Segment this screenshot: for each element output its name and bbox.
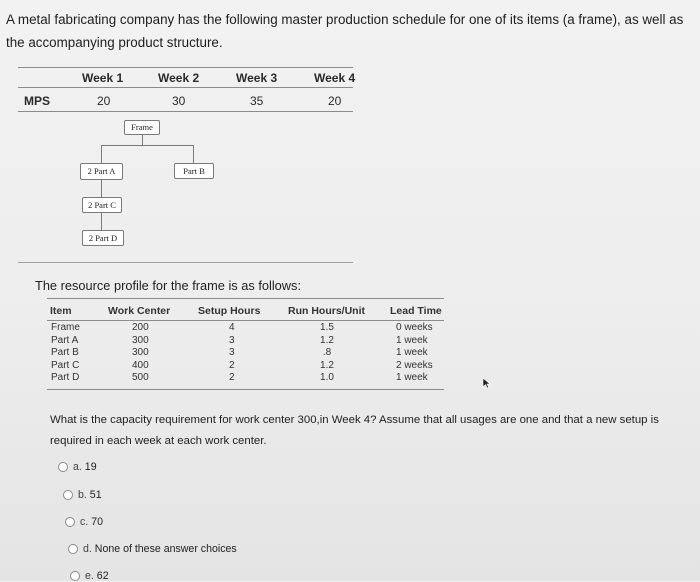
table-cell: .8	[322, 347, 332, 359]
question-text: What is the capacity requirement for work center 300,in Week 4? Assume that all usages are one and that a new setup is required in each week at each work center.	[50, 414, 659, 447]
option-a[interactable]	[58, 461, 97, 473]
option-d-text: None of these answer choices	[94, 543, 237, 555]
option-e-letter: e.	[85, 570, 94, 582]
table-cell: 0 weeks	[396, 322, 433, 333]
table-cell: 200	[132, 322, 149, 333]
option-b[interactable]	[63, 489, 102, 501]
mps-value-week-3: 35	[250, 94, 264, 108]
option-b-text: 51	[89, 489, 102, 501]
radio-button-a[interactable]	[58, 462, 68, 472]
resource-caption: The resource profile for the frame is as follows:	[35, 278, 301, 293]
mps-value-week-4: 20	[328, 94, 342, 108]
resource-column-work-center	[132, 322, 149, 385]
table-cell: Part C	[51, 359, 80, 371]
table-cell: 1 week	[396, 347, 428, 359]
figure-bottom-rule	[18, 262, 353, 263]
mps-week-3-header: Week 3	[236, 71, 278, 85]
tree-connector-root	[142, 135, 143, 145]
table-cell: 1.0	[320, 372, 334, 384]
resource-column-lead-time	[396, 322, 433, 385]
table-cell: 2	[229, 359, 235, 371]
option-d[interactable]	[68, 543, 237, 555]
table-cell: 3	[229, 347, 235, 359]
tree-node-part-c: 2 Part C	[82, 197, 122, 213]
mps-top-rule	[18, 67, 353, 68]
resource-header-item: Item	[50, 305, 72, 317]
resource-header-lead-time: Lead Time	[390, 305, 442, 317]
table-cell: Frame	[51, 322, 80, 333]
resource-header-run-hours: Run Hours/Unit	[288, 305, 365, 317]
option-e-text: 62	[96, 570, 109, 582]
mps-header-rule	[18, 87, 353, 88]
radio-button-c[interactable]	[65, 517, 75, 527]
tree-connector-level1	[101, 145, 194, 146]
table-cell: Part B	[51, 347, 79, 359]
table-cell: Part D	[51, 372, 80, 384]
resource-header-work-center: Work Center	[108, 305, 171, 317]
resource-header-rule	[47, 320, 444, 321]
option-e[interactable]	[70, 570, 109, 582]
mps-value-week-1: 20	[97, 94, 111, 108]
table-cell: 1 week	[396, 372, 428, 384]
option-a-text: 19	[84, 461, 97, 473]
mouse-pointer-icon	[482, 376, 491, 394]
table-cell: 3	[229, 334, 235, 346]
table-cell: 500	[132, 372, 149, 384]
resource-column-item	[51, 322, 80, 385]
resource-column-setup-hours	[229, 322, 235, 385]
mps-week-2-header: Week 2	[158, 71, 200, 85]
table-cell: 1 week	[396, 334, 428, 346]
resource-column-run-hours	[312, 322, 342, 385]
tree-connector-d	[101, 213, 102, 230]
tree-connector-c	[101, 180, 102, 197]
tree-connector-a	[101, 145, 102, 163]
resource-header-setup-hours: Setup Hours	[198, 305, 261, 317]
mps-week-1-header: Week 1	[82, 71, 124, 85]
table-cell: 400	[132, 359, 149, 371]
radio-button-b[interactable]	[63, 490, 73, 500]
table-cell: 300	[132, 347, 149, 359]
question-intro: A metal fabricating company has the following master production schedule for one of its items (a frame), as well as the accompanying product structure.	[6, 12, 684, 50]
tree-node-part-b: Part B	[174, 163, 214, 179]
mps-bottom-rule	[18, 111, 353, 112]
option-a-letter: a.	[73, 461, 82, 473]
option-c[interactable]	[65, 516, 103, 528]
option-b-letter: b.	[78, 489, 87, 501]
tree-node-part-d: 2 Part D	[82, 230, 124, 246]
resource-top-rule	[47, 298, 444, 299]
radio-button-d[interactable]	[68, 544, 78, 554]
table-cell: 1.2	[320, 334, 334, 346]
tree-connector-b	[193, 145, 194, 163]
table-cell: 1.2	[320, 359, 334, 371]
table-cell: 2	[229, 372, 235, 384]
tree-node-frame: Frame	[124, 120, 160, 135]
table-cell: 4	[229, 322, 235, 333]
mps-week-4-header: Week 4	[314, 71, 356, 85]
radio-button-e[interactable]	[70, 571, 80, 581]
table-cell: Part A	[51, 334, 79, 346]
option-c-letter: c.	[80, 516, 89, 528]
option-c-text: 70	[91, 516, 103, 528]
table-cell: 2 weeks	[396, 359, 433, 371]
tree-node-part-a: 2 Part A	[80, 163, 123, 180]
resource-bottom-rule	[47, 389, 444, 390]
mps-row-label: MPS	[24, 94, 51, 108]
option-d-letter: d.	[83, 543, 92, 555]
table-cell: 300	[132, 334, 149, 346]
table-cell: 1.5	[320, 322, 334, 333]
mps-value-week-2: 30	[172, 94, 186, 108]
